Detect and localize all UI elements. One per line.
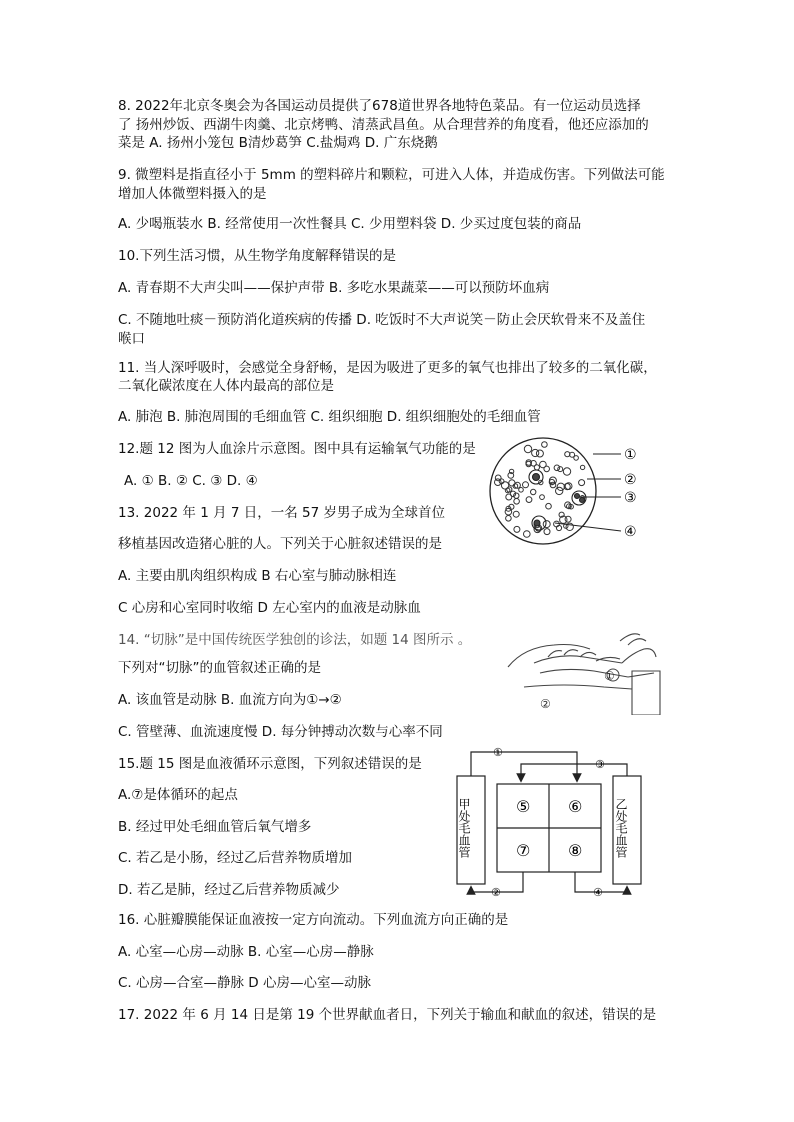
red-blood-cell: [514, 526, 520, 532]
svg-text:乙处毛血管: 乙处毛血管: [614, 798, 628, 858]
circ-label-2: ②: [491, 886, 501, 899]
q13-options-cd: C 心房和心室同时收缩 D 左心室内的血液是动脉血: [118, 600, 421, 616]
red-blood-cell: [532, 449, 539, 456]
q12-options: A. ① B. ② C. ③ D. ④: [124, 473, 258, 489]
q11-line2: 二氧化碳浓度在人体内最高的部位是: [118, 378, 334, 394]
q9-line2: 增加人体微塑料摄入的是: [118, 186, 267, 202]
pulse-taking-figure: [504, 627, 664, 715]
red-blood-cell: [531, 489, 536, 494]
q14-line2: 下列对“切脉”的血管叙述正确的是: [118, 660, 321, 676]
red-blood-cell: [513, 511, 519, 517]
q15-option-a: A.⑦是体循环的起点: [118, 787, 238, 803]
q12-stem: 12.题 12 图为人血涂片示意图。图中具有运输氧气功能的是: [118, 441, 476, 457]
red-blood-cell: [563, 468, 570, 475]
q8-line1: 8. 2022年北京冬奥会为各国运动员提供了678道世界各地特色菜品。有一位运动员选择: [118, 98, 641, 114]
circ-label-1: ①: [493, 746, 503, 759]
circ-label-4: ④: [593, 886, 603, 899]
red-blood-cell: [519, 488, 524, 493]
left-capillary-label: [457, 798, 471, 858]
svg-text:甲处毛血管: 甲处毛血管: [457, 798, 471, 858]
red-blood-cell: [556, 487, 563, 494]
red-blood-cell: [524, 531, 531, 538]
red-blood-cell: [544, 466, 550, 472]
chamber-8: ⑧: [568, 841, 583, 860]
red-blood-cell: [542, 442, 548, 448]
pulse-label-2: ②: [540, 697, 551, 711]
red-blood-cell: [495, 475, 501, 481]
q15-option-c: C. 若乙是小肠，经过乙后营养物质增加: [118, 850, 353, 866]
right-capillary-label: [614, 798, 628, 858]
q13-options-ab: A. 主要由肌肉组织构成 B 右心室与肺动脉相连: [118, 568, 397, 584]
red-blood-cell: [557, 483, 564, 490]
q15-option-b: B. 经过甲处毛细血管后氧气增多: [118, 819, 312, 835]
pulse-label-1: ①: [604, 669, 615, 683]
red-blood-cell: [549, 477, 556, 484]
q9-line1: 9. 微塑料是指直径小于 5mm 的塑料碎片和颗粒，可进入人体，并造成伤害。下列做法可能: [118, 167, 665, 183]
red-blood-cell: [554, 521, 560, 527]
red-blood-cell: [544, 529, 550, 535]
q14-options-cd: C. 管壁薄、血流速度慢 D. 每分钟搏动次数与心率不同: [118, 724, 443, 740]
circulation-diagram: [453, 740, 647, 902]
q10-options-cd-line1: C. 不随地吐痰－预防消化道疾病的传播 D. 吃饭时不大声说笑－防止会厌软骨来不及盖住: [118, 312, 646, 328]
q14-line1: 14. “切脉”是中国传统医学独创的诊法，如题 14 图所示 。: [118, 632, 472, 648]
q15-stem: 15.题 15 图是血液循环示意图，下列叙述错误的是: [118, 756, 422, 772]
q16-options-cd: C. 心房—合室—静脉 D 心房—心室—动脉: [118, 975, 371, 991]
chamber-6: ⑥: [568, 797, 583, 816]
red-blood-cell: [546, 503, 552, 509]
blood-smear-figure: [485, 437, 665, 547]
q9-options: A. 少喝瓶装水 B. 经常使用一次性餐具 C. 少用塑料袋 D. 少买过度包装的商品: [118, 216, 582, 232]
q10-options-ab: A. 青春期不大声尖叫——保护声带 B. 多吃水果蔬菜——可以预防坏血病: [118, 280, 550, 296]
smear-label-4: ④: [624, 524, 637, 540]
red-blood-cell: [526, 497, 532, 503]
red-blood-cell: [558, 467, 563, 472]
red-blood-cell: [514, 499, 520, 505]
red-blood-cell: [580, 465, 584, 469]
q11-options: A. 肺泡 B. 肺泡周围的毛细血管 C. 组织细胞 D. 组织细胞处的毛细血管: [118, 409, 541, 425]
chamber-5: ⑤: [516, 797, 531, 816]
q8-line3: 菜是 A. 扬州小笼包 B清炒葛笋 C.盐焗鸡 D. 广东烧鹅: [118, 135, 438, 151]
red-blood-cell: [565, 452, 570, 457]
red-blood-cell: [523, 482, 529, 488]
q11-line1: 11. 当人深呼吸时，会感觉全身舒畅，是因为吸进了更多的氧气也排出了较多的二氧化碳，: [118, 360, 657, 376]
q16-options-ab: A. 心室—心房—动脉 B. 心室—心房—静脉: [118, 944, 374, 960]
red-blood-cell: [543, 521, 550, 528]
q10-options-cd-line2: 喉口: [118, 331, 145, 347]
red-blood-cell: [565, 516, 571, 522]
q15-option-d: D. 若乙是肺，经过乙后营养物质减少: [118, 882, 340, 898]
smear-label-2: ②: [624, 472, 637, 488]
q8-line2: 了 扬州炒饭、西湖牛肉羹、北京烤鸭、清蒸武昌鱼。从合理营养的角度看，他还应添加的: [118, 117, 649, 133]
q16-stem: 16. 心脏瓣膜能保证血液按一定方向流动。下列血流方向正确的是: [118, 912, 509, 928]
smear-label-1: ①: [624, 447, 637, 463]
red-blood-cell: [506, 516, 512, 522]
q13-line2: 移植基因改造猪心脏的人。下列关于心脏叙述错误的是: [118, 536, 442, 552]
red-blood-cell: [540, 495, 545, 500]
red-blood-cell: [524, 445, 531, 452]
chamber-7: ⑦: [516, 841, 531, 860]
circ-label-3: ③: [595, 758, 605, 771]
smear-label-3: ③: [624, 490, 637, 506]
q14-options-ab: A. 该血管是动脉 B. 血流方向为①→②: [118, 692, 342, 708]
q17-stem: 17. 2022 年 6 月 14 日是第 19 个世界献血者日，下列关于输血和献血的叙述，错误的是: [118, 1007, 657, 1023]
red-blood-cell: [579, 480, 585, 486]
red-blood-cell: [509, 480, 515, 486]
q10-stem: 10.下列生活习惯，从生物学角度解释错误的是: [118, 248, 396, 264]
q13-line1: 13. 2022 年 1 月 7 日，一名 57 岁男子成为全球首位: [118, 505, 446, 521]
red-blood-cell: [554, 465, 560, 471]
